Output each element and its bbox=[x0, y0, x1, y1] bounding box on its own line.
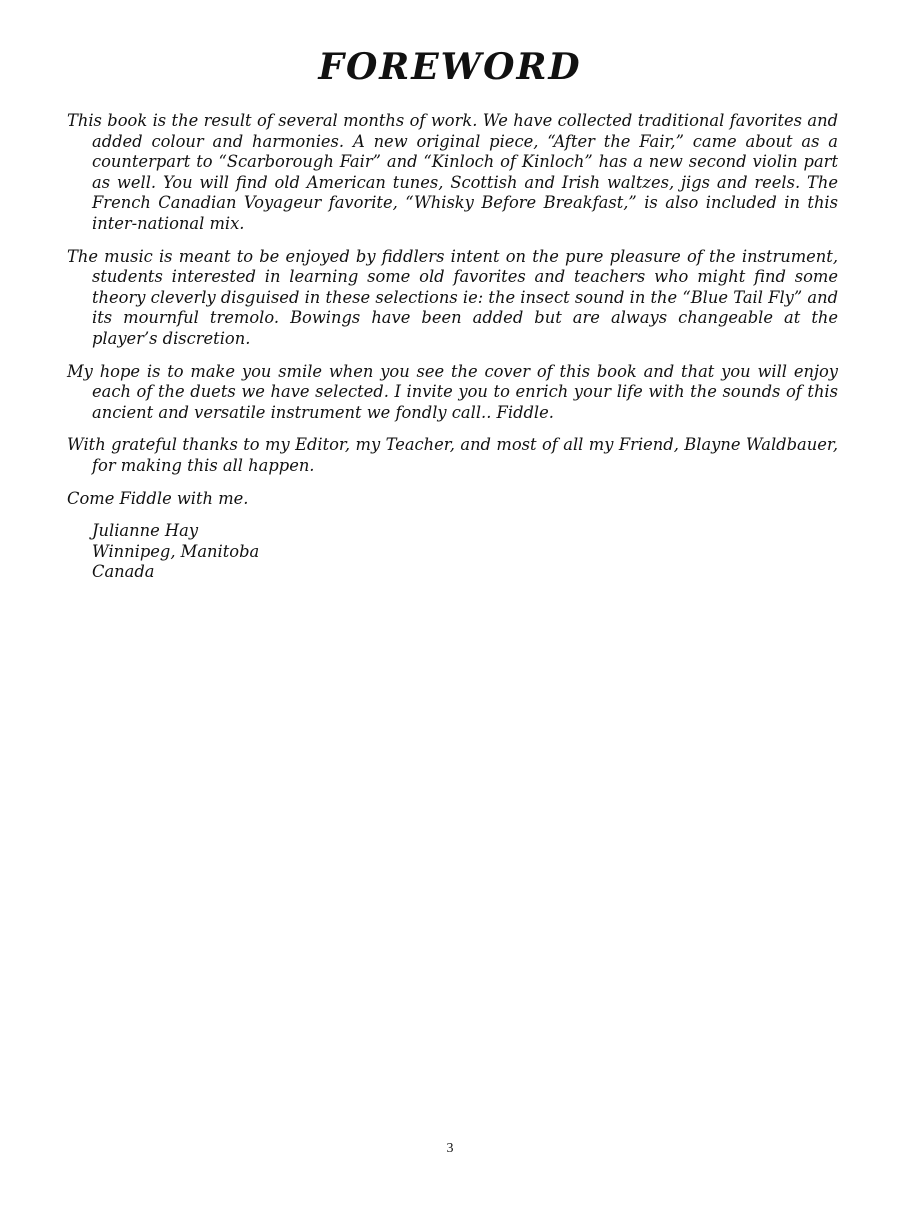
foreword-body bbox=[67, 111, 838, 583]
signature-country: Canada bbox=[92, 562, 155, 582]
paragraph-thanks: With grateful thanks to my Editor, my Teacher, and most of all my Friend, Blayne Waldbauer, for making this all happen. bbox=[67, 435, 838, 475]
paragraph-music: The music is meant to be enjoyed by fiddlers intent on the pure pleasure of the instrument, students interested in learning some old favorites and teachers who might find some theory cleverly disguised in these selections ie: the insect sound in the “Blue Tail Fly” and its mournful tremolo. Bowings have been added but are always changeable at the player’s discretion. bbox=[67, 246, 838, 348]
page-number: 3 bbox=[446, 1141, 454, 1156]
signature-name: Julianne Hay bbox=[92, 521, 199, 541]
signature-city: Winnipeg, Manitoba bbox=[92, 541, 260, 561]
signature-block bbox=[67, 521, 838, 583]
page-title: FOREWORD bbox=[318, 46, 582, 88]
paragraph-closing: Come Fiddle with me. bbox=[67, 488, 249, 508]
paragraph-hope: My hope is to make you smile when you see the cover of this book and that you will enjoy each of the duets we have selected. I invite you to enrich your life with the sounds of this ancient and versatile instrument we fondly call.. Fiddle. bbox=[67, 361, 838, 422]
paragraph-intro: This book is the result of several months of work. We have collected traditional favorites and added colour and harmonies. A new original piece, “After the Fair,” came about as a counterpart to “Scarborough Fair” and “Kinloch of Kinloch” has a new second violin part as well. You will find old American tunes, Scottish and Irish waltzes, jigs and reels. The French Canadian Voyageur favorite, “Whisky Before Breakfast,” is also included in this inter-national mix. bbox=[67, 111, 838, 233]
